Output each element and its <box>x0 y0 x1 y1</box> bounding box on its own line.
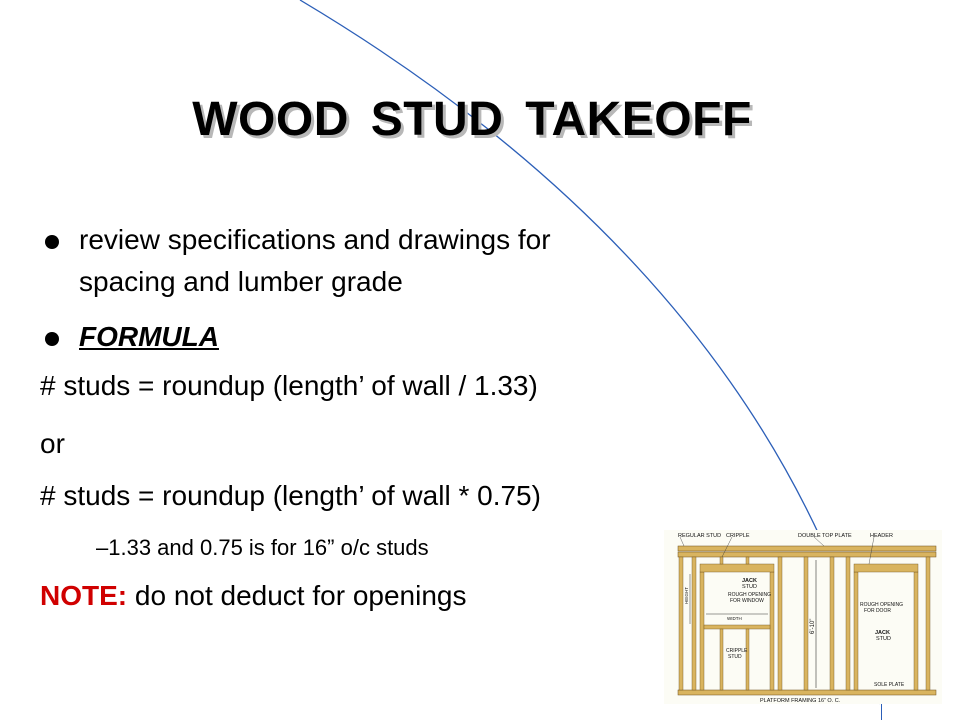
sub-bullet: –1.33 and 0.75 is for 16” o/c studs <box>96 535 429 560</box>
note-line <box>40 580 466 612</box>
label-jack-door-1: JACK <box>875 630 890 636</box>
label-cripple: CRIPPLE <box>726 533 750 539</box>
label-rough-door-1: ROUGH OPENING <box>860 602 904 608</box>
bullet-dot-icon <box>45 235 59 249</box>
label-rough-window-2: FOR WINDOW <box>730 598 764 604</box>
label-cripple-stud-2: STUD <box>728 654 742 660</box>
formula-line-1: # studs = roundup (length’ of wall / 1.33) <box>40 370 538 401</box>
label-header: HEADER <box>870 533 893 539</box>
note-text: do not deduct for openings <box>134 580 467 611</box>
decorative-line <box>881 704 882 720</box>
bullet-review-line-2: spacing and lumber grade <box>79 266 403 297</box>
label-width: WIDTH <box>727 616 742 621</box>
or-text: or <box>40 428 65 459</box>
label-double-top-plate: DOUBLE TOP PLATE <box>798 533 852 539</box>
label-jack-window-2: STUD <box>742 584 757 590</box>
label-jack-door-2: STUD <box>876 636 891 642</box>
label-height: HEIGHT <box>684 586 689 604</box>
wall-framing-diagram <box>664 530 942 704</box>
bullet-dot-icon <box>45 332 59 346</box>
bullet-review <box>40 219 740 303</box>
label-platform-framing: PLATFORM FRAMING 16” O. C. <box>760 698 841 704</box>
formula-line-2: # studs = roundup (length’ of wall * 0.75) <box>40 480 541 511</box>
bullet-formula <box>40 316 440 358</box>
label-sole-plate: SOLE PLATE <box>874 682 905 688</box>
label-cripple-stud-1: CRIPPLE <box>726 648 748 654</box>
note-label: NOTE: <box>40 580 128 611</box>
bullet-review-line-1: review specifications and drawings for <box>79 224 551 255</box>
label-jack-window-1: JACK <box>742 578 757 584</box>
slide-title: WOOD STUD TAKEOFF <box>192 93 752 146</box>
label-rough-door-2: FOR DOOR <box>864 608 891 614</box>
label-rough-window-1: ROUGH OPENING <box>728 592 772 598</box>
label-dimension: 6’-10” <box>810 618 816 634</box>
label-regular-stud: REGULAR STUD <box>678 533 722 539</box>
formula-heading: FORMULA <box>79 321 219 352</box>
